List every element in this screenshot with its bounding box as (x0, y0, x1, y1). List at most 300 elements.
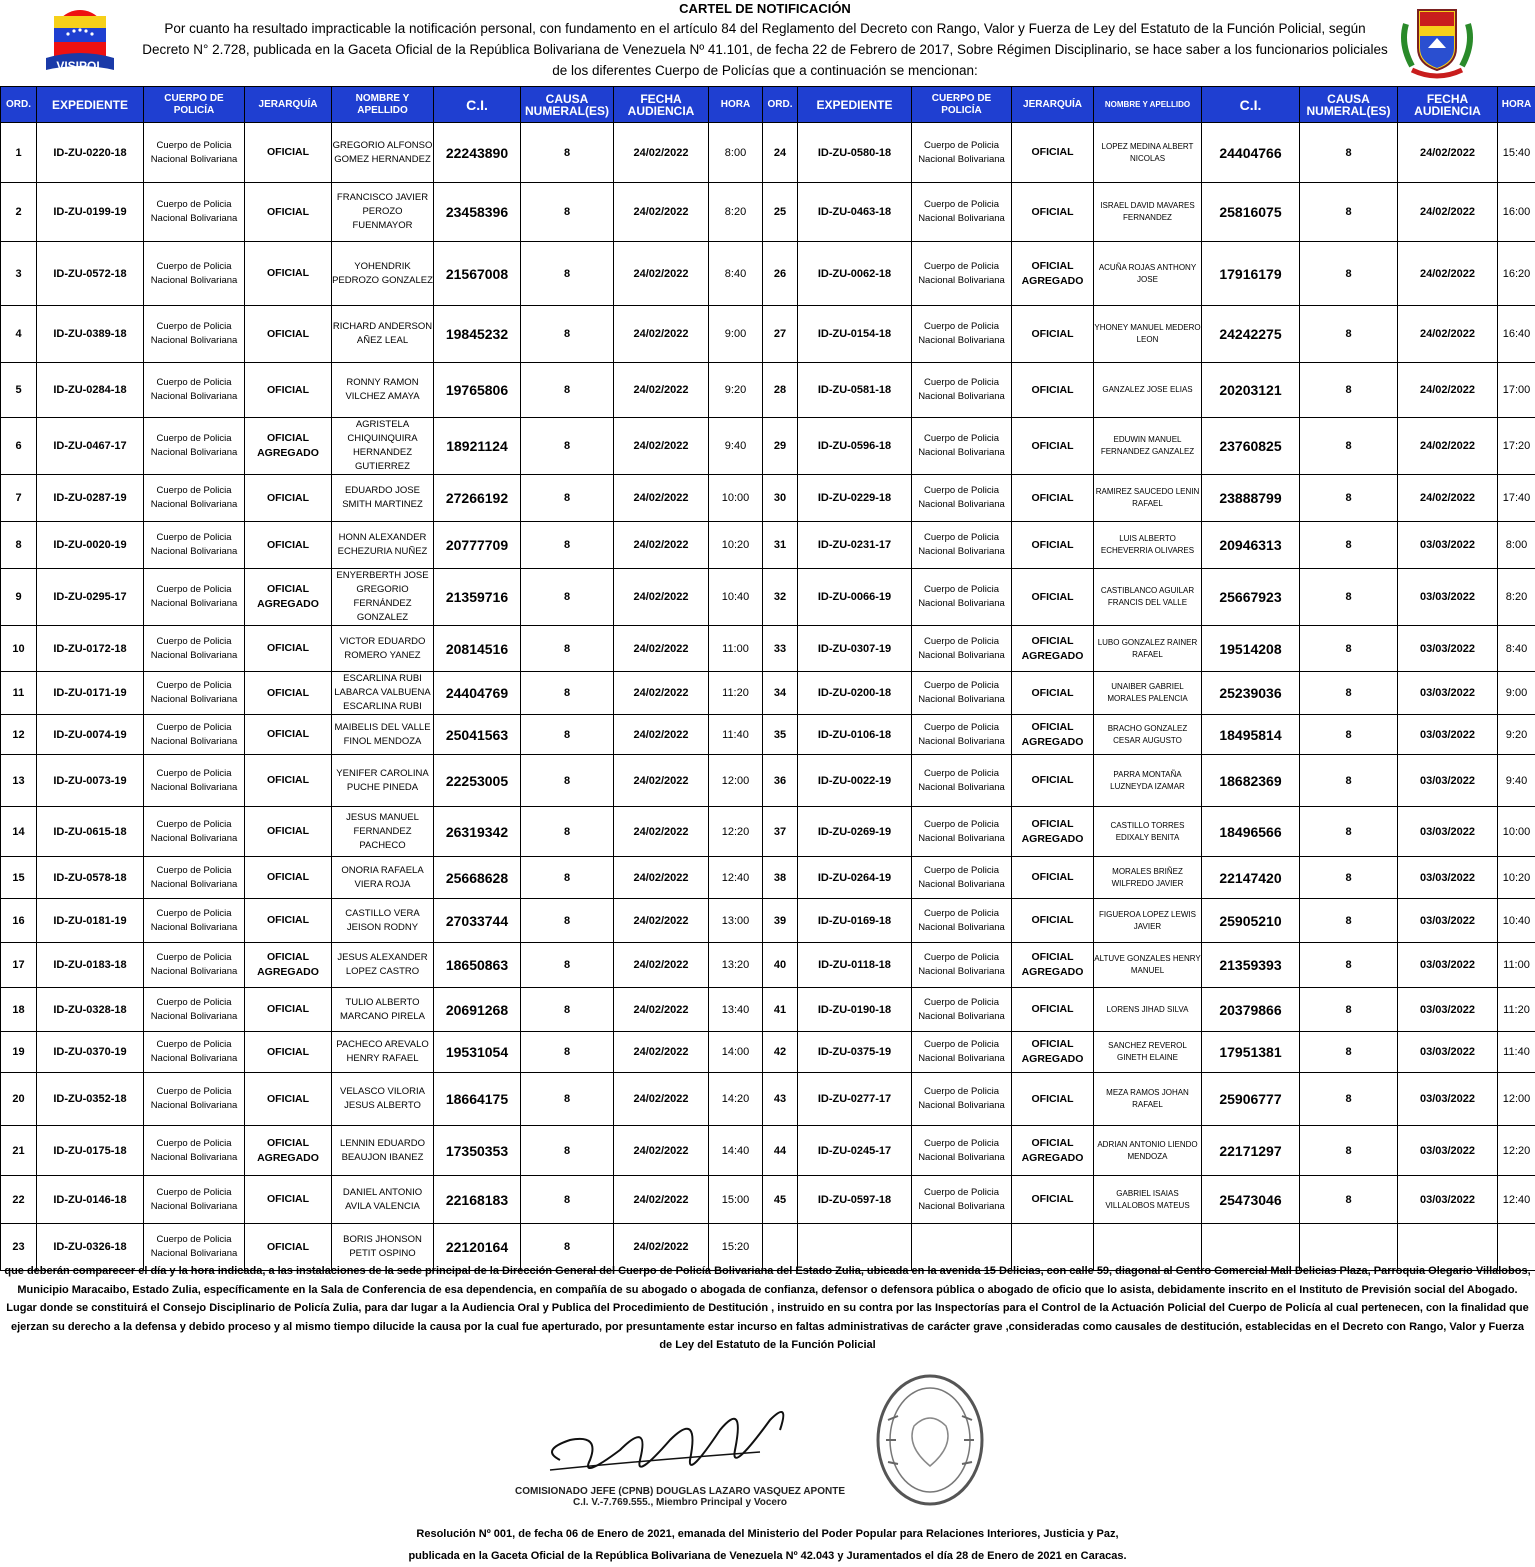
cell-cuerpo: Cuerpo de Policia Nacional Bolivariana (912, 899, 1012, 943)
cell-nombre: VELASCO VILORIA JESUS ALBERTO (332, 1073, 434, 1126)
cell-exp: ID-ZU-0066-19 (798, 569, 912, 626)
cell-exp: ID-ZU-0171-19 (37, 672, 144, 715)
table-row (1, 1032, 1535, 1073)
cell-fecha: 03/03/2022 (1398, 672, 1498, 715)
cell-jer: OFICIAL (245, 1032, 332, 1073)
footer-resolution (200, 1523, 1335, 1567)
cell-ci: 19514208 (1202, 626, 1300, 672)
cell-jer: OFICIAL AGREGADO (1012, 242, 1094, 306)
cell-jer: OFICIAL (1012, 522, 1094, 569)
cell-exp: ID-ZU-0106-18 (798, 715, 912, 755)
cell-hora: 13:00 (709, 899, 763, 943)
cell-exp: ID-ZU-0578-18 (37, 857, 144, 899)
cell-nombre: MORALES BRIÑEZ WILFREDO JAVIER (1094, 857, 1202, 899)
cell-exp: ID-ZU-0118-18 (798, 943, 912, 988)
cell-hora: 11:20 (1498, 988, 1535, 1032)
cell-cuerpo: Cuerpo de Policia Nacional Bolivariana (912, 626, 1012, 672)
cell-nombre: ACUÑA ROJAS ANTHONY JOSE (1094, 242, 1202, 306)
cell-nombre: PARRA MONTAÑA LUZNEYDA IZAMAR (1094, 755, 1202, 807)
cell-ord: 2 (1, 183, 37, 242)
cell-ci: 23888799 (1202, 475, 1300, 522)
cell-hora: 14:00 (709, 1032, 763, 1073)
cell-exp: ID-ZU-0370-19 (37, 1032, 144, 1073)
cell-cuerpo: Cuerpo de Policia Nacional Bolivariana (912, 857, 1012, 899)
cell-jer: OFICIAL (245, 123, 332, 183)
cell-ord: 35 (763, 715, 798, 755)
zulia-coat-of-arms-logo (1398, 4, 1476, 80)
cell-causa: 8 (521, 626, 614, 672)
cell-nombre: VICTOR EDUARDO ROMERO YANEZ (332, 626, 434, 672)
cell-causa: 8 (521, 1224, 614, 1271)
cell-cuerpo: Cuerpo de Policia Nacional Bolivariana (912, 569, 1012, 626)
cell-causa: 8 (1300, 1126, 1398, 1176)
cell-exp: ID-ZU-0169-18 (798, 899, 912, 943)
cell-jer: OFICIAL (1012, 183, 1094, 242)
cell-ci: 25906777 (1202, 1073, 1300, 1126)
cell-hora: 8:40 (709, 242, 763, 306)
cell-ci: 20379866 (1202, 988, 1300, 1032)
closing-paragraph: que deberán comparecer el día y la hora indicada, a las instalaciones de la sede principal de la Dirección General del Cuerpo de Policía Bolivariana del Estado Zulia, ubicada en la avenida 15 Delicias, con calle 59, diagonal al Centro Comercial Mall Delicias Plaza, Parroquia Olegario Villalobos, Municipio Maracaibo, Estado Zulia, específicamente en la Sala de Conferencia de esa dependencia, en compañía de su abogado o abogada de confianza, defensor o defensora pública o abogado de oficio que lo asista, debidamente inscrito en el Instituto de Previsión social del Abogado. Lugar donde se constituirá el Consejo Disciplinario de Policía Zulia, para dar lugar a la Audiencia Oral y Publica del Procedimiento de Destitución , instruido en su contra por las Inspectorías para el Control de la Actuación Policial del Cuerpo de Policía al cual pertenecen, con la finalidad que ejerzan su derecho a la defensa y debido proceso y al mismo tiempo dilucide la causa por la cual fue aperturado, por presuntamente estar incurso en faltas administrativas de carácter grave ,consideradas como causales de destitución, establecidas en el Decreto con Rango, Valor y Fuerza de Ley del Estatuto de la Función Policial (4, 1262, 1531, 1355)
cell-hora: 12:40 (1498, 1176, 1535, 1224)
cell-nombre: EDUWIN MANUEL FERNANDEZ GANZALEZ (1094, 418, 1202, 475)
cell-nombre: RICHARD ANDERSON AÑEZ LEAL (332, 306, 434, 363)
cell-ord: 31 (763, 522, 798, 569)
table-row (1, 183, 1535, 242)
cell-exp: ID-ZU-0307-19 (798, 626, 912, 672)
cell-jer: OFICIAL (1012, 672, 1094, 715)
cell-nombre: MAIBELIS DEL VALLE FINOL MENDOZA (332, 715, 434, 755)
svg-text:VISIPOL: VISIPOL (56, 59, 103, 73)
cell-nombre: ADRIAN ANTONIO LIENDO MENDOZA (1094, 1126, 1202, 1176)
cell-fecha: 03/03/2022 (1398, 1126, 1498, 1176)
cell-cuerpo: Cuerpo de Policia Nacional Bolivariana (912, 672, 1012, 715)
cell-fecha: 24/02/2022 (614, 363, 709, 418)
cell-ci: 18650863 (434, 943, 521, 988)
cell-fecha: 24/02/2022 (614, 522, 709, 569)
cell-cuerpo: Cuerpo de Policia Nacional Bolivariana (144, 715, 245, 755)
cell-nombre: ONORIA RAFAELA VIERA ROJA (332, 857, 434, 899)
cell-nombre: TULIO ALBERTO MARCANO PIRELA (332, 988, 434, 1032)
cell-fecha: 24/02/2022 (614, 672, 709, 715)
cell-fecha: 24/02/2022 (1398, 475, 1498, 522)
cell-ci: 24404769 (434, 672, 521, 715)
cell-ci: 22168183 (434, 1176, 521, 1224)
cell-nombre: LORENS JIHAD SILVA (1094, 988, 1202, 1032)
signer-block (440, 1486, 920, 1508)
cell-fecha: 03/03/2022 (1398, 626, 1498, 672)
cell-fecha: 24/02/2022 (614, 857, 709, 899)
cell-jer: OFICIAL AGREGADO (1012, 715, 1094, 755)
cell-jer: OFICIAL (1012, 569, 1094, 626)
cell-exp: ID-ZU-0572-18 (37, 242, 144, 306)
cell-ord: 23 (1, 1224, 37, 1271)
cell-exp: ID-ZU-0229-18 (798, 475, 912, 522)
cell-ord: 13 (1, 755, 37, 807)
cell-ci: 20777709 (434, 522, 521, 569)
cell-fecha: 24/02/2022 (614, 1073, 709, 1126)
cell-exp: ID-ZU-0220-18 (37, 123, 144, 183)
cell-ord: 15 (1, 857, 37, 899)
cell-jer: OFICIAL AGREGADO (245, 418, 332, 475)
cell-ci: 21359393 (1202, 943, 1300, 988)
cell-hora: 10:20 (1498, 857, 1535, 899)
cell-fecha: 03/03/2022 (1398, 988, 1498, 1032)
table-row (1, 306, 1535, 363)
cell-cuerpo: Cuerpo de Policia Nacional Bolivariana (144, 306, 245, 363)
cell-fecha: 24/02/2022 (614, 306, 709, 363)
cell-exp: ID-ZU-0277-17 (798, 1073, 912, 1126)
cell-hora: 10:40 (709, 569, 763, 626)
cell-fecha: 24/02/2022 (614, 418, 709, 475)
cell-ci: 18664175 (434, 1073, 521, 1126)
cell-fecha: 03/03/2022 (1398, 807, 1498, 857)
cell-causa: 8 (521, 306, 614, 363)
cell-hora: 11:40 (709, 715, 763, 755)
cell-hora: 9:20 (709, 363, 763, 418)
cell-fecha: 24/02/2022 (614, 755, 709, 807)
cell-ord: 45 (763, 1176, 798, 1224)
cell-exp: ID-ZU-0597-18 (798, 1176, 912, 1224)
cell-ord: 42 (763, 1032, 798, 1073)
cell-nombre: YHONEY MANUEL MEDERO LEON (1094, 306, 1202, 363)
cell-exp: ID-ZU-0073-19 (37, 755, 144, 807)
cell-cuerpo: Cuerpo de Policia Nacional Bolivariana (144, 1073, 245, 1126)
cell-ord: 7 (1, 475, 37, 522)
cell-cuerpo: Cuerpo de Policia Nacional Bolivariana (912, 988, 1012, 1032)
cell-exp: ID-ZU-0183-18 (37, 943, 144, 988)
cell-fecha: 24/02/2022 (1398, 123, 1498, 183)
cell-cuerpo: Cuerpo de Policia Nacional Bolivariana (144, 242, 245, 306)
cell-jer: OFICIAL (1012, 123, 1094, 183)
cell-hora: 10:20 (709, 522, 763, 569)
cell-fecha: 24/02/2022 (614, 1126, 709, 1176)
cell-jer: OFICIAL (245, 626, 332, 672)
table-row (1, 988, 1535, 1032)
cell-cuerpo: Cuerpo de Policia Nacional Bolivariana (144, 522, 245, 569)
cell-nombre: YOHENDRIK PEDROZO GONZALEZ (332, 242, 434, 306)
cell-jer: OFICIAL (245, 306, 332, 363)
signer-id: C.I. V.-7.769.555., Miembro Principal y Vocero (440, 1497, 920, 1508)
cell-ci: 22243890 (434, 123, 521, 183)
cell-jer: OFICIAL (245, 1176, 332, 1224)
table-row (1, 242, 1535, 306)
cell-ord: 6 (1, 418, 37, 475)
cell-fecha: 03/03/2022 (1398, 715, 1498, 755)
cell-cuerpo: Cuerpo de Policia Nacional Bolivariana (144, 988, 245, 1032)
cell-nombre: MEZA RAMOS JOHAN RAFAEL (1094, 1073, 1202, 1126)
cell-causa: 8 (521, 807, 614, 857)
cell-ord: 1 (1, 123, 37, 183)
cell-fecha: 24/02/2022 (1398, 183, 1498, 242)
cell-fecha: 24/02/2022 (1398, 306, 1498, 363)
cell-ord: 36 (763, 755, 798, 807)
cell-jer: OFICIAL (245, 899, 332, 943)
cell-causa: 8 (1300, 988, 1398, 1032)
cell-cuerpo: Cuerpo de Policia Nacional Bolivariana (144, 1126, 245, 1176)
table-row (1, 626, 1535, 672)
table-row (1, 522, 1535, 569)
cell-nombre: RONNY RAMON VILCHEZ AMAYA (332, 363, 434, 418)
cell-hora: 16:40 (1498, 306, 1535, 363)
cell-ci: 21359716 (434, 569, 521, 626)
footer-line-1: Resolución Nº 001, de fecha 06 de Enero de 2021, emanada del Ministerio del Poder Popular para Relaciones Interiores, Justicia y Paz, (200, 1523, 1335, 1545)
cell-hora: 15:00 (709, 1176, 763, 1224)
cell-causa: 8 (521, 943, 614, 988)
cell-cuerpo: Cuerpo de Policia Nacional Bolivariana (912, 123, 1012, 183)
cell-ci: 25816075 (1202, 183, 1300, 242)
cell-ord: 3 (1, 242, 37, 306)
cell-hora: 8:00 (1498, 522, 1535, 569)
cell-causa: 8 (521, 857, 614, 899)
cell-cuerpo: Cuerpo de Policia Nacional Bolivariana (144, 123, 245, 183)
cell-ci: 22253005 (434, 755, 521, 807)
cell-causa: 8 (1300, 943, 1398, 988)
cell-hora: 8:40 (1498, 626, 1535, 672)
cell-hora: 10:00 (1498, 807, 1535, 857)
col-nombre-2: NOMBRE Y APELLIDO (1094, 87, 1202, 123)
cell-hora: 9:40 (709, 418, 763, 475)
cell-nombre: CASTILLO VERA JEISON RODNY (332, 899, 434, 943)
cell-hora: 12:00 (1498, 1073, 1535, 1126)
cell-nombre: LENNIN EDUARDO BEAUJON IBANEZ (332, 1126, 434, 1176)
cell-hora: 15:40 (1498, 123, 1535, 183)
cell-exp: ID-ZU-0245-17 (798, 1126, 912, 1176)
cell-fecha: 24/02/2022 (1398, 418, 1498, 475)
cell-ord: 26 (763, 242, 798, 306)
cell-ord: 16 (1, 899, 37, 943)
cell-hora: 13:20 (709, 943, 763, 988)
cell-ord: 9 (1, 569, 37, 626)
cell-hora: 14:40 (709, 1126, 763, 1176)
cell-causa: 8 (1300, 522, 1398, 569)
cell-jer: OFICIAL (1012, 1073, 1094, 1126)
cell-jer: OFICIAL (245, 672, 332, 715)
cell-hora: 9:00 (709, 306, 763, 363)
cell-causa: 8 (521, 123, 614, 183)
cell-exp: ID-ZU-0269-19 (798, 807, 912, 857)
cell-fecha: 24/02/2022 (614, 715, 709, 755)
cell-cuerpo: Cuerpo de Policia Nacional Bolivariana (912, 242, 1012, 306)
cell-causa: 8 (1300, 1176, 1398, 1224)
cell-nombre: ALTUVE GONZALES HENRY MANUEL (1094, 943, 1202, 988)
cell-ord: 30 (763, 475, 798, 522)
cell-ci: 24242275 (1202, 306, 1300, 363)
cell-nombre: GREGORIO ALFONSO GOMEZ HERNANDEZ (332, 123, 434, 183)
cell-fecha: 03/03/2022 (1398, 899, 1498, 943)
cell-ord: 10 (1, 626, 37, 672)
cell-exp: ID-ZU-0328-18 (37, 988, 144, 1032)
cell-ci: 23458396 (434, 183, 521, 242)
cell-hora: 11:00 (1498, 943, 1535, 988)
cell-exp: ID-ZU-0020-19 (37, 522, 144, 569)
cell-jer: OFICIAL AGREGADO (1012, 626, 1094, 672)
col-ci: C.I. (434, 87, 521, 123)
cell-causa: 8 (521, 475, 614, 522)
cell-jer: OFICIAL (1012, 306, 1094, 363)
cell-ord: 29 (763, 418, 798, 475)
cell-exp: ID-ZU-0190-18 (798, 988, 912, 1032)
table-header-row (1, 87, 1535, 123)
cell-causa: 8 (521, 183, 614, 242)
cell-hora: 12:20 (709, 807, 763, 857)
cell-cuerpo: Cuerpo de Policia Nacional Bolivariana (144, 807, 245, 857)
cell-ord: 19 (1, 1032, 37, 1073)
col-ci-2: C.I. (1202, 87, 1300, 123)
table-row (1, 943, 1535, 988)
cell-ord: 38 (763, 857, 798, 899)
col-hora-2: HORA (1498, 87, 1535, 123)
page-title: CARTEL DE NOTIFICACIÓN (140, 1, 1390, 16)
cell-cuerpo: Cuerpo de Policia Nacional Bolivariana (144, 183, 245, 242)
cell-jer: OFICIAL (1012, 857, 1094, 899)
cell-causa: 8 (1300, 1073, 1398, 1126)
cell-exp: ID-ZU-0154-18 (798, 306, 912, 363)
cell-fecha: 03/03/2022 (1398, 755, 1498, 807)
col-fecha-2: FECHA AUDIENCIA (1398, 87, 1498, 123)
cell-hora: 9:40 (1498, 755, 1535, 807)
cell-ci: 17350353 (434, 1126, 521, 1176)
cell-jer: OFICIAL (1012, 899, 1094, 943)
cell-jer: OFICIAL (245, 522, 332, 569)
cell-exp: ID-ZU-0074-19 (37, 715, 144, 755)
cell-hora: 9:20 (1498, 715, 1535, 755)
cell-jer: OFICIAL (245, 242, 332, 306)
cell-hora: 12:20 (1498, 1126, 1535, 1176)
cell-hora: 10:40 (1498, 899, 1535, 943)
col-hora: HORA (709, 87, 763, 123)
cell-fecha: 03/03/2022 (1398, 1073, 1498, 1126)
cell-nombre: LUBO GONZALEZ RAINER RAFAEL (1094, 626, 1202, 672)
col-jerarquia-2: JERARQUÍA (1012, 87, 1094, 123)
cell-cuerpo: Cuerpo de Policia Nacional Bolivariana (912, 418, 1012, 475)
cell-ord: 4 (1, 306, 37, 363)
cell-exp: ID-ZU-0580-18 (798, 123, 912, 183)
col-jerarquia: JERARQUÍA (245, 87, 332, 123)
cell-hora: 14:20 (709, 1073, 763, 1126)
cell-exp: ID-ZU-0326-18 (37, 1224, 144, 1271)
cell-ci: 25239036 (1202, 672, 1300, 715)
cell-nombre: ESCARLINA RUBI LABARCA VALBUENA ESCARLINA RUBI (332, 672, 434, 715)
cell-causa: 8 (521, 1073, 614, 1126)
table-row (1, 755, 1535, 807)
cell-fecha: 03/03/2022 (1398, 857, 1498, 899)
cell-jer: OFICIAL (245, 363, 332, 418)
cell-jer: OFICIAL AGREGADO (1012, 1032, 1094, 1073)
col-causa-2: CAUSA NUMERAL(ES) (1300, 87, 1398, 123)
table-row (1, 475, 1535, 522)
cell-causa: 8 (1300, 807, 1398, 857)
cell-nombre: CASTIBLANCO AGUILAR FRANCIS DEL VALLE (1094, 569, 1202, 626)
table-row (1, 569, 1535, 626)
cell-fecha: 24/02/2022 (614, 988, 709, 1032)
footer-line-2: publicada en la Gaceta Oficial de la República Bolivariana de Venezuela Nº 42.043 y Juramentados el día 28 de Enero de 2021 en Caracas. (200, 1545, 1335, 1567)
table-row (1, 672, 1535, 715)
cell-exp: ID-ZU-0175-18 (37, 1126, 144, 1176)
cell-fecha: 24/02/2022 (614, 242, 709, 306)
cell-nombre: UNAIBER GABRIEL MORALES PALENCIA (1094, 672, 1202, 715)
cell-nombre: PACHECO AREVALO HENRY RAFAEL (332, 1032, 434, 1073)
cell-jer: OFICIAL (1012, 988, 1094, 1032)
col-fecha: FECHA AUDIENCIA (614, 87, 709, 123)
cell-jer: OFICIAL AGREGADO (245, 569, 332, 626)
cell-jer: OFICIAL (245, 857, 332, 899)
cell-causa: 8 (521, 1176, 614, 1224)
cell-exp: ID-ZU-0264-19 (798, 857, 912, 899)
cell-fecha: 03/03/2022 (1398, 1176, 1498, 1224)
cell-jer: OFICIAL (245, 183, 332, 242)
cell-ci: 19765806 (434, 363, 521, 418)
cell-cuerpo: Cuerpo de Policia Nacional Bolivariana (144, 1224, 245, 1271)
intro-paragraph: Por cuanto ha resultado impracticable la notificación personal, con fundamento en el artículo 84 del Reglamento del Decreto con Rango, Valor y Fuerza de Ley del Estatuto de la Función Policial, según Decreto N° 2.728, publicada en la Gaceta Oficial de la República Bolivariana de Venezuela Nº 41.101, de fecha 22 de Febrero de 2017, Sobre Régimen Disciplinario, se hace saber a los funcionarios policiales de los diferentes Cuerpo de Policías que a continuación se mencionan: (140, 18, 1390, 81)
cell-nombre: AGRISTELA CHIQUINQUIRA HERNANDEZ GUTIERREZ (332, 418, 434, 475)
cell-ci: 20203121 (1202, 363, 1300, 418)
cell-causa: 8 (1300, 569, 1398, 626)
cell-jer: OFICIAL (245, 475, 332, 522)
col-ord-2: ORD. (763, 87, 798, 123)
cell-causa: 8 (1300, 715, 1398, 755)
cell-ci: 25668628 (434, 857, 521, 899)
cell-jer: OFICIAL AGREGADO (1012, 807, 1094, 857)
cell-fecha: 03/03/2022 (1398, 569, 1498, 626)
cell-ci: 25473046 (1202, 1176, 1300, 1224)
cell-causa: 8 (521, 363, 614, 418)
cell-nombre: YENIFER CAROLINA PUCHE PINEDA (332, 755, 434, 807)
cell-ord: 22 (1, 1176, 37, 1224)
cell-causa: 8 (1300, 755, 1398, 807)
cell-cuerpo: Cuerpo de Policia Nacional Bolivariana (144, 943, 245, 988)
cell-exp: ID-ZU-0200-18 (798, 672, 912, 715)
cell-ord: 27 (763, 306, 798, 363)
cell-nombre: FRANCISCO JAVIER PEROZO FUENMAYOR (332, 183, 434, 242)
cell-ord: 18 (1, 988, 37, 1032)
cell-ci: 18921124 (434, 418, 521, 475)
cell-ci: 25905210 (1202, 899, 1300, 943)
cell-ord: 41 (763, 988, 798, 1032)
cell-causa: 8 (521, 569, 614, 626)
cell-causa: 8 (1300, 672, 1398, 715)
cell-cuerpo: Cuerpo de Policia Nacional Bolivariana (144, 899, 245, 943)
cell-cuerpo: Cuerpo de Policia Nacional Bolivariana (144, 363, 245, 418)
cell-cuerpo: Cuerpo de Policia Nacional Bolivariana (144, 857, 245, 899)
cell-causa: 8 (1300, 899, 1398, 943)
cell-ord: 32 (763, 569, 798, 626)
cell-nombre: LUIS ALBERTO ECHEVERRIA OLIVARES (1094, 522, 1202, 569)
cell-nombre: CASTILLO TORRES EDIXALY BENITA (1094, 807, 1202, 857)
cell-cuerpo: Cuerpo de Policia Nacional Bolivariana (912, 1073, 1012, 1126)
cell-ci: 19531054 (434, 1032, 521, 1073)
cell-ord: 21 (1, 1126, 37, 1176)
cell-cuerpo: Cuerpo de Policia Nacional Bolivariana (144, 418, 245, 475)
cell-fecha: 03/03/2022 (1398, 1032, 1498, 1073)
cell-cuerpo: Cuerpo de Policia Nacional Bolivariana (144, 1176, 245, 1224)
visipol-logo (40, 8, 120, 76)
cell-causa: 8 (521, 242, 614, 306)
cell-causa: 8 (1300, 183, 1398, 242)
cell-ord: 5 (1, 363, 37, 418)
cell-cuerpo: Cuerpo de Policia Nacional Bolivariana (912, 306, 1012, 363)
cell-hora: 17:20 (1498, 418, 1535, 475)
cell-jer: OFICIAL AGREGADO (1012, 1126, 1094, 1176)
cell-nombre: BRACHO GONZALEZ CESAR AUGUSTO (1094, 715, 1202, 755)
table-row (1, 899, 1535, 943)
cell-causa: 8 (1300, 1032, 1398, 1073)
cell-hora: 16:20 (1498, 242, 1535, 306)
cell-jer: OFICIAL (245, 1073, 332, 1126)
cell-hora: 12:00 (709, 755, 763, 807)
cell-exp: ID-ZU-0615-18 (37, 807, 144, 857)
cell-fecha: 24/02/2022 (614, 1032, 709, 1073)
cell-causa: 8 (521, 1032, 614, 1073)
